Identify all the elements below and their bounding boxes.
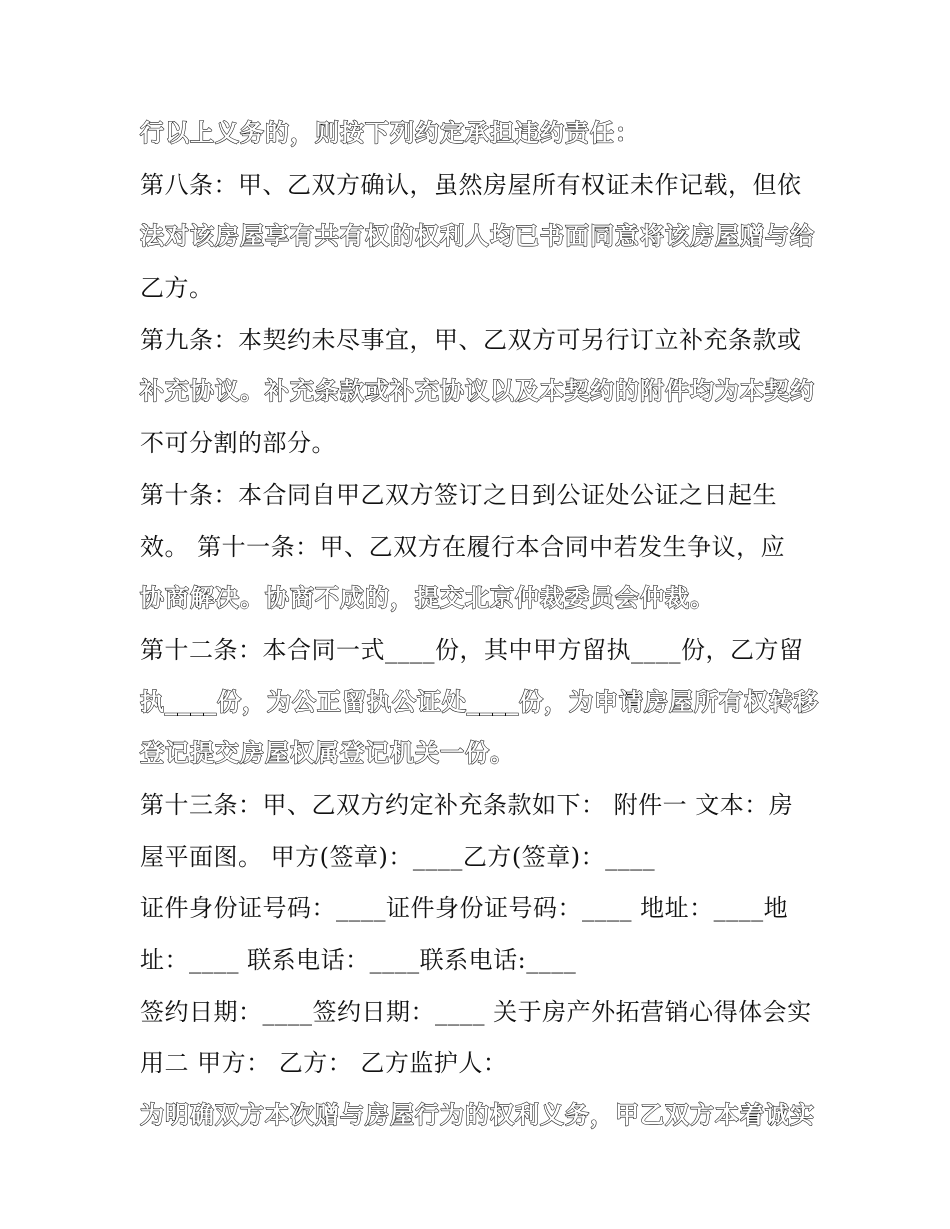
text-line-9: 效。 第十一条：甲、乙双方在履行本合同中若发生争议，应: [140, 532, 786, 561]
text-line-15: 屋平面图。 甲方(签章)：____乙方(签章)：____: [140, 842, 656, 871]
text-line-3: 法对该房屋享有共有权的权利人均已书面同意将该房屋赠与给: [140, 222, 815, 251]
text-line-16: 证件身份证号码：____证件身份证号码：____ 地址：____地: [140, 894, 789, 923]
text-line-7: 不可分割的部分。: [140, 429, 336, 458]
text-line-8: 第十条：本合同自甲乙双方签订之日到公证处公证之日起生: [140, 480, 777, 509]
text-line-2: 第八条：甲、乙双方确认，虽然房屋所有权证未作记载，但依: [140, 170, 802, 199]
contract-text-body: [140, 108, 820, 1142]
text-line-10: 协商解决。协商不成的，提交北京仲裁委员会仲裁。: [140, 584, 715, 613]
text-line-19: 用二 甲方： 乙方： 乙方监护人：: [140, 1049, 508, 1078]
text-line-1: 行以上义务的，则按下列约定承担违约责任：: [140, 119, 640, 147]
text-line-5: 第九条：本契约未尽事宜，甲、乙双方可另行订立补充条款或: [140, 325, 802, 354]
text-line-12: 执____份，为公正留执公证处____份，为申请房屋所有权转移: [140, 687, 819, 716]
text-line-11: 第十二条：本合同一式____份，其中甲方留执____份，乙方留: [140, 635, 804, 664]
text-line-14: 第十三条：甲、乙双方约定补充条款如下： 附件一 文本：房: [140, 790, 794, 819]
text-line-6: 补充协议。补充条款或补充协议以及本契约的附件均为本契约: [140, 377, 815, 406]
text-line-18: 签约日期：____签约日期：____ 关于房产外拓营销心得体会实: [140, 997, 812, 1026]
text-line-20: 为明确双方本次赠与房屋行为的权利义务，甲乙双方本着诚实: [140, 1101, 815, 1130]
text-line-17: 址：____ 联系电话：____联系电话:____: [140, 946, 577, 974]
text-line-13: 登记提交房屋权属登记机关一份。: [140, 739, 515, 768]
text-line-4: 乙方。: [140, 274, 214, 303]
